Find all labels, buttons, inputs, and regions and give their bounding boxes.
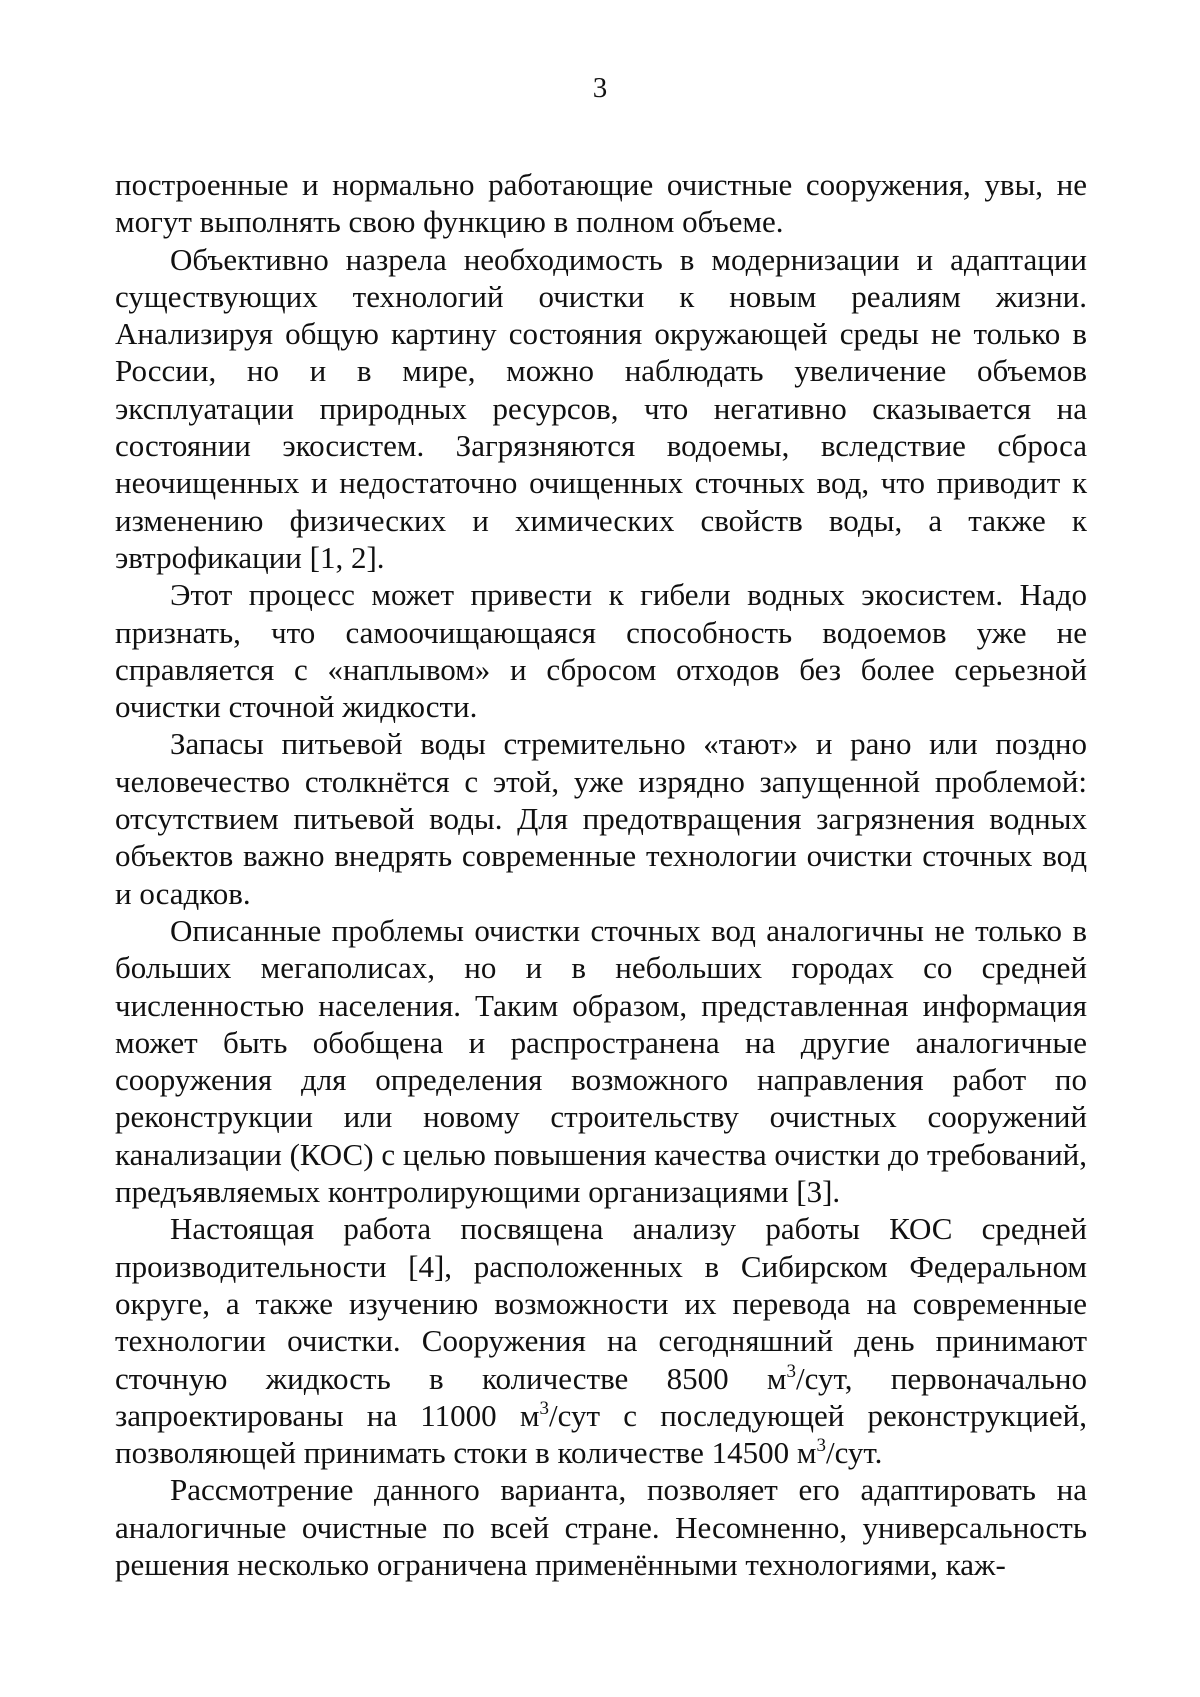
superscript: 3 [816,1435,826,1457]
paragraph-drinking-water: Запасы питьевой воды стремительно «тают» и рано или поздно человечество столкнётся с этой, уже изрядно запущенной проблемой: отсутствием питьевой воды. Для предотвращения загрязнения водных объектов важно внедрять современные технологии очистки сточных вод и осадков. [115,726,1087,911]
text-run: /сут с последующей реконструкцией, позволяющей принимать стоки в количестве 14500 м [115,1397,1087,1471]
paragraph-continued: построенные и нормально работающие очистные сооружения, увы, не могут выполнять свою функцию в полном объеме. [115,167,1087,240]
superscript: 3 [786,1360,797,1382]
paragraph-present-work [115,1210,1087,1471]
paragraph-problems: Описанные проблемы очистки сточных вод аналогичны не только в больших мегаполисах, но и в небольших городах со средней численностью населения. Таким образом, представленная информация может быть обобщена и распространена на другие аналогичные сооружения для определения возможного направления работ по реконструкции или новому строительству очистных сооружений канализации (КОС) с целью повышения качества очистки до требований, предъявляемых контролирующими организациями [3]. [115,912,1087,1210]
text-run: Настоящая работа посвящена анализу работы КОС средней производительности [4], расположенных в Сибирском Федеральном округе, а также изучению возможности их перевода на современные технологии очистки. Сооружения на сегодняшний день принимают сточную жидкость в количестве 8500 м [115,1211,1087,1396]
paragraph-modernization: Объективно назрела необходимость в модернизации и адаптации существующих технологий очистки к новым реалиям жизни. Анализируя общую картину состояния окружающей среды не только в России, но и в мире, можно наблюдать увеличение объемов эксплуатации природных ресурсов, что негативно сказывается на состоянии экосистем. Загрязняются водоемы, вследствие сброса неочищенных и недостаточно очищенных сточных вод, что приводит к изменению физических и химических свойств воды, а также к эвтрофикации [1, 2]. [115,241,1087,575]
text-run: /сут. [825,1435,883,1471]
body-text [115,166,1087,1583]
paragraph-ecosystems: Этот процесс может привести к гибели водных экосистем. Надо признать, что самоочищающаяся способность водоемов уже не справляется с «наплывом» и сбросом отходов без более серьезной очистки сточной жидкости. [115,577,1087,725]
text-run: /сут, первоначально запроектированы на 11000 м [115,1360,1087,1433]
superscript: 3 [539,1397,549,1419]
page-number: 3 [592,72,608,104]
paragraph-consideration: Рассмотрение данного варианта, позволяет его адаптировать на аналогичные очистные по всей стране. Несомненно, универсальность решения несколько ограничена применёнными технологиями, каж- [115,1472,1087,1582]
